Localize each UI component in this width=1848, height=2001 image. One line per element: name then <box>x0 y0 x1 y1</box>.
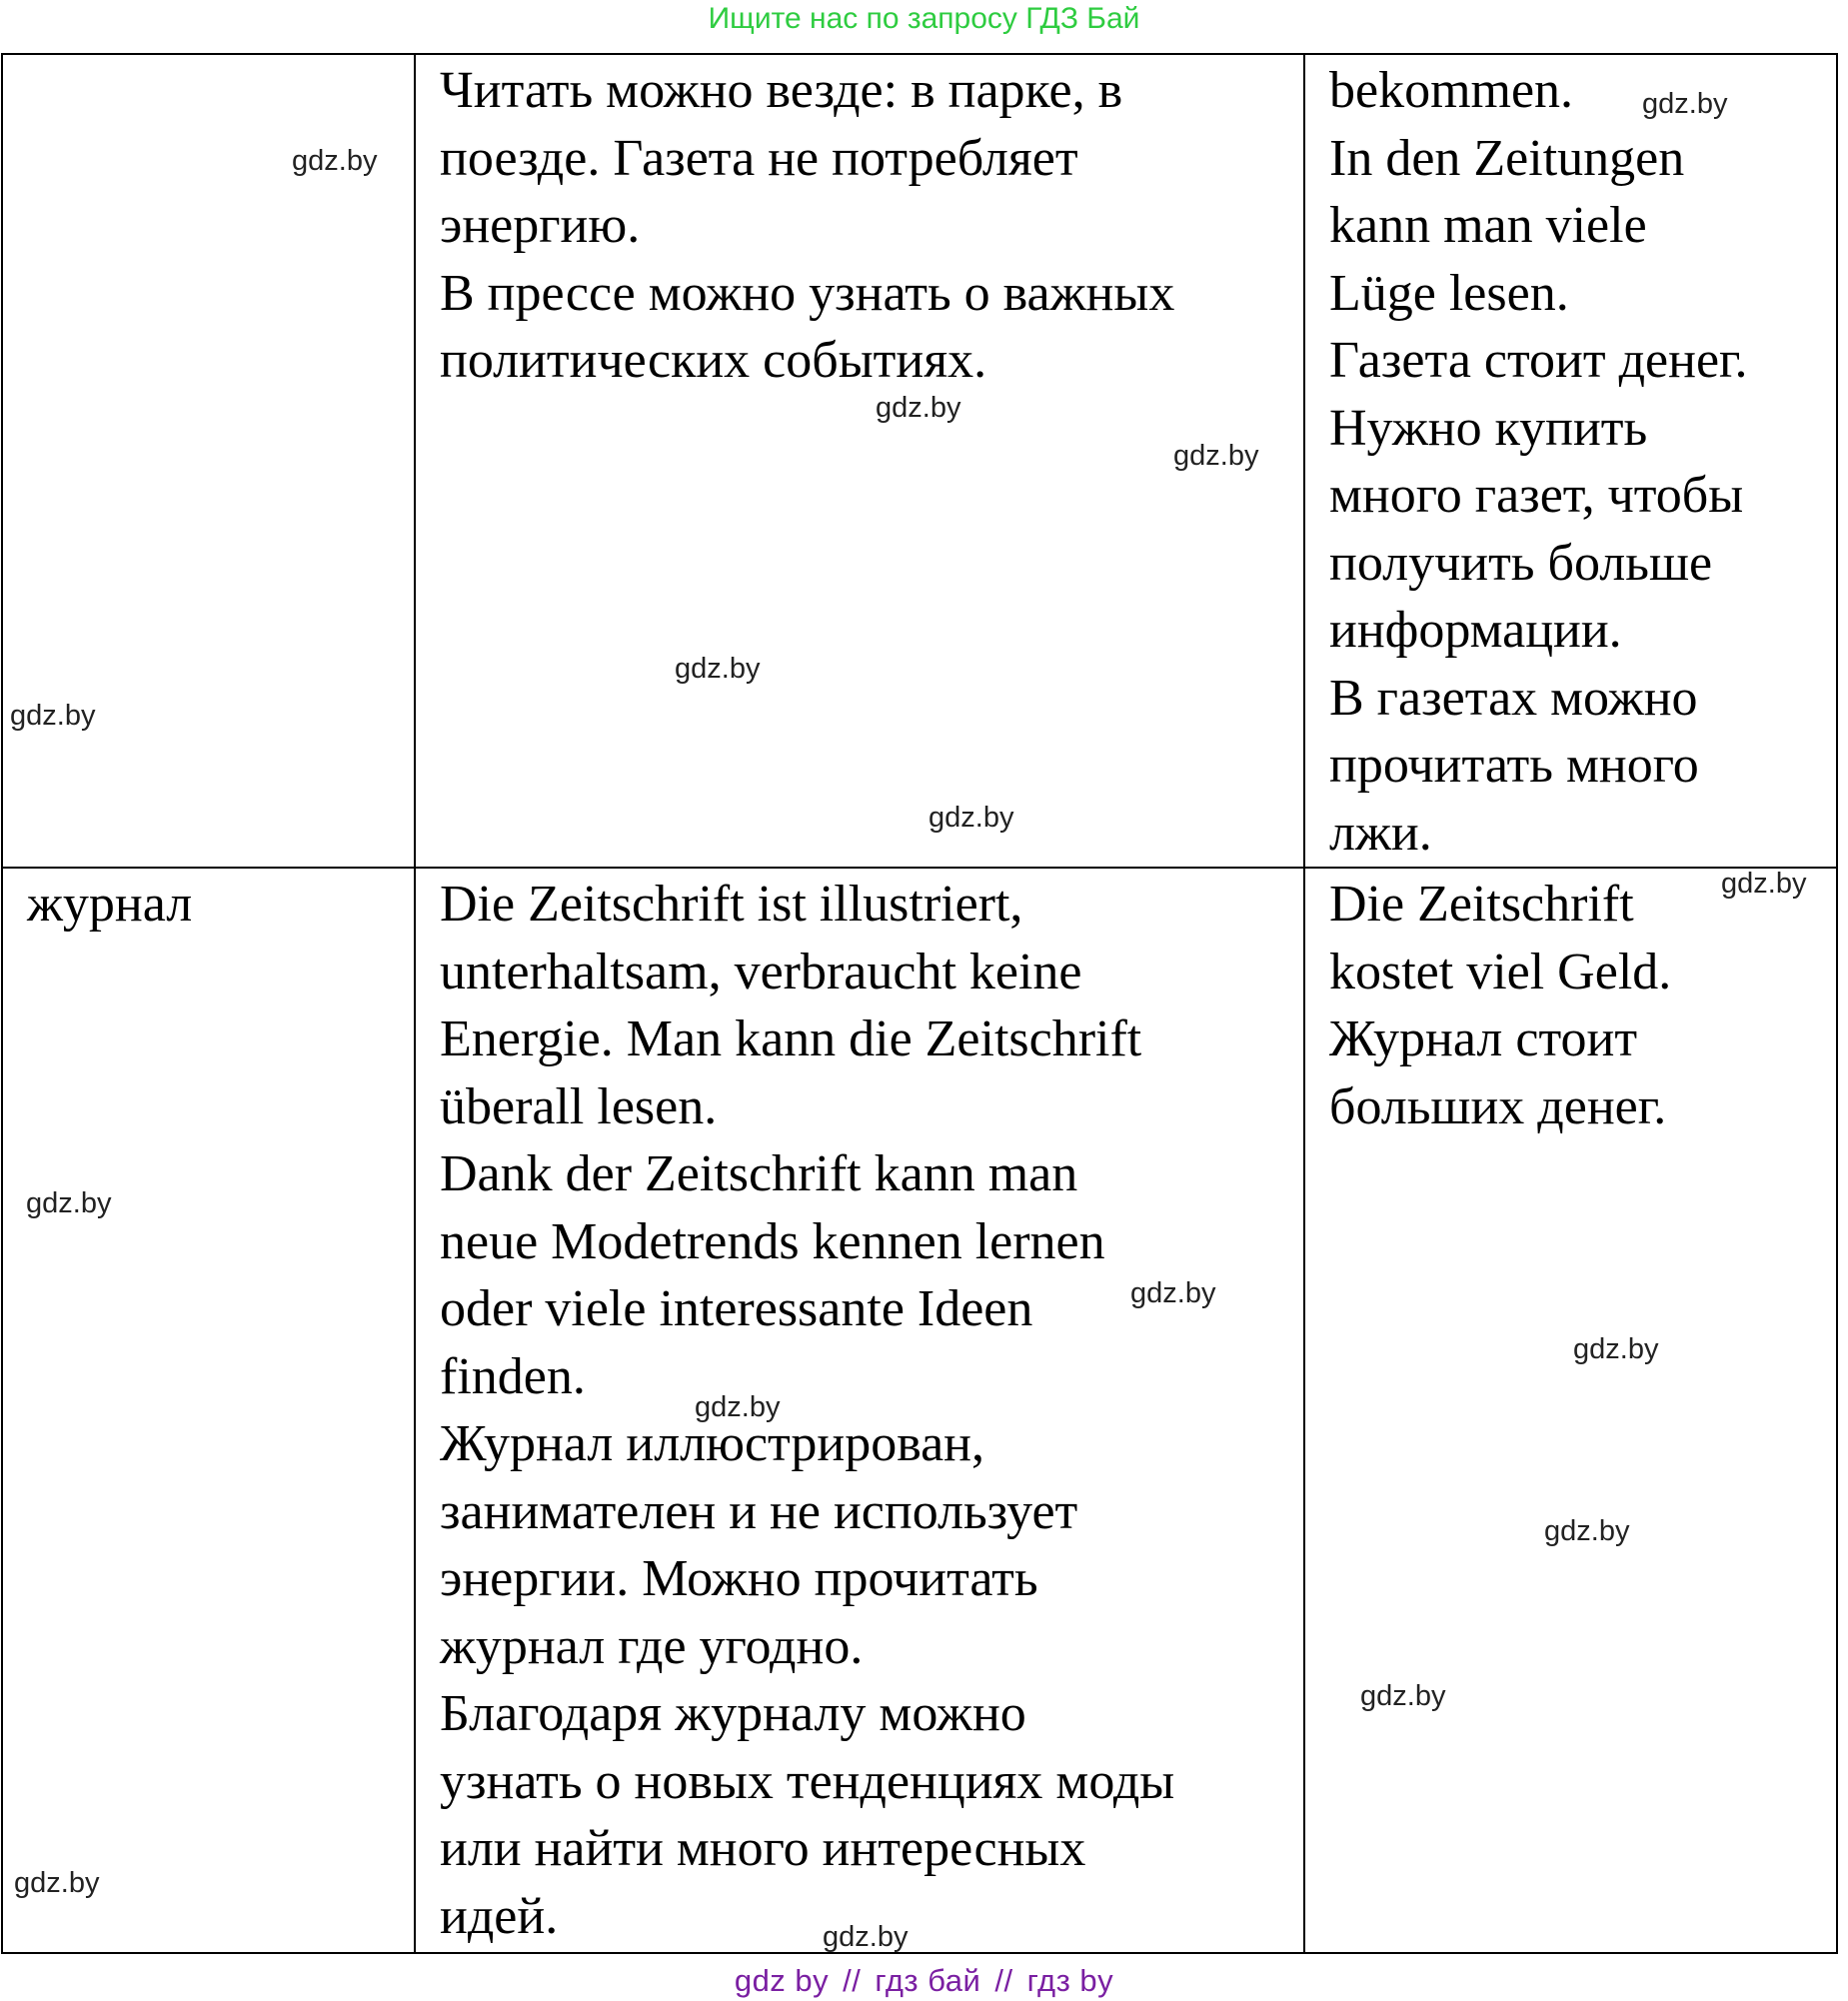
watermark: gdz.by <box>1721 868 1807 900</box>
text-line: политических событиях. <box>440 332 987 389</box>
text-line: Die Zeitschrift <box>1329 876 1634 933</box>
text-line: Журнал иллюстрирован, <box>440 1415 984 1472</box>
text-line: энергию. <box>440 197 641 254</box>
watermark: gdz.by <box>292 145 378 177</box>
watermark: gdz.by <box>1642 88 1728 120</box>
text-line: лжи. <box>1329 804 1432 862</box>
text-line: Читать можно везде: в парке, в <box>440 62 1123 119</box>
footer-link-gdz-by[interactable]: gdz by <box>734 1963 830 1998</box>
text-line: überall lesen. <box>440 1077 718 1135</box>
text-line: журнал где угодно. <box>440 1617 864 1675</box>
text-line: больших денег. <box>1329 1077 1667 1135</box>
footer-separator: // <box>994 1963 1013 1998</box>
table-row <box>2 54 1837 868</box>
row2-disadvantages-cell <box>1304 868 1837 1953</box>
watermark: gdz.by <box>1360 1680 1446 1712</box>
watermark: gdz.by <box>26 1187 112 1219</box>
watermark: gdz.by <box>876 392 961 424</box>
table-row <box>2 868 1837 1953</box>
watermark: gdz.by <box>1544 1515 1630 1547</box>
text-line: kann man viele <box>1329 197 1647 254</box>
watermark: gdz.by <box>1573 1333 1659 1365</box>
comparison-table <box>1 53 1838 1954</box>
text-line: neue Modetrends kennen lernen <box>440 1212 1105 1270</box>
text-line: Lüge lesen. <box>1329 264 1569 322</box>
text-line: Благодаря журналу можно <box>440 1685 1026 1742</box>
text-line: Dank der Zeitschrift kann man <box>440 1145 1078 1202</box>
text-line: finden. <box>440 1347 586 1405</box>
text-line: В газетах можно <box>1329 669 1698 727</box>
watermark: gdz.by <box>1173 440 1259 472</box>
row1-disadvantages-cell <box>1304 54 1837 868</box>
text-line: получить больше <box>1329 534 1713 592</box>
text-line: или найти много интересных <box>440 1820 1086 1877</box>
text-line: Energie. Man kann die Zeitschrift <box>440 1010 1142 1067</box>
text-line: oder viele interessante Ideen <box>440 1280 1033 1337</box>
footer-links[interactable] <box>0 1963 1848 1999</box>
text-line: занимателен и не использует <box>440 1482 1078 1540</box>
text-line: информации. <box>1329 602 1622 659</box>
text-line: Нужно купить <box>1329 399 1648 457</box>
text-line: много газет, чтобы <box>1329 467 1744 524</box>
row2-label-cell <box>2 868 415 1953</box>
text-line: bekommen. <box>1329 62 1574 119</box>
text-line: В прессе можно узнать о важных <box>440 264 1175 322</box>
watermark: gdz.by <box>14 1867 100 1899</box>
text-line: поезде. Газета не потребляет <box>440 129 1078 187</box>
text-line: Газета стоит денег. <box>1329 332 1748 389</box>
row2-advantages-cell <box>415 868 1304 1953</box>
footer-link-gdz-by-cyr[interactable]: гдз by <box>1026 1963 1114 1998</box>
watermark: gdz.by <box>10 700 96 732</box>
watermark: gdz.by <box>823 1921 909 1953</box>
watermark: gdz.by <box>928 802 1014 834</box>
footer-link-gdz-bai[interactable]: гдз бай <box>875 1963 981 1998</box>
watermark: gdz.by <box>695 1391 781 1423</box>
text-line: kostet viel Geld. <box>1329 943 1672 1000</box>
text-line: Журнал стоит <box>1329 1010 1638 1067</box>
text-line: unterhaltsam, verbraucht keine <box>440 943 1082 1000</box>
page-header-banner[interactable]: Ищите нас по запросу ГДЗ Бай <box>708 2 1140 35</box>
text-line: идей. <box>440 1887 559 1945</box>
footer-separator: // <box>843 1963 862 1998</box>
row1-advantages-cell <box>415 54 1304 868</box>
text-line: In den Zeitungen <box>1329 129 1685 187</box>
text-line: узнать о новых тенденциях моды <box>440 1752 1175 1810</box>
text-line: прочитать много <box>1329 737 1699 794</box>
text-line: Die Zeitschrift ist illustriert, <box>440 876 1023 933</box>
row-label: журнал <box>27 876 193 933</box>
watermark: gdz.by <box>1130 1277 1216 1309</box>
text-line: энергии. Можно прочитать <box>440 1550 1038 1607</box>
watermark: gdz.by <box>675 653 761 685</box>
